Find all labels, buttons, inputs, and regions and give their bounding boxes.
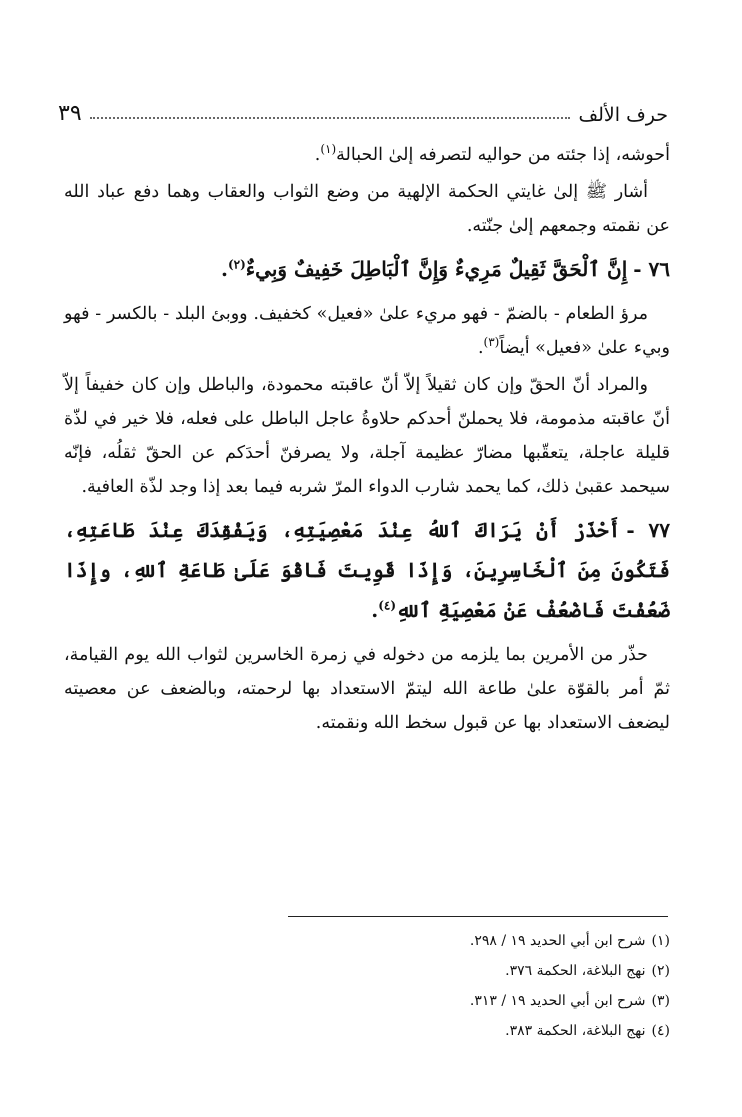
footnotes <box>64 926 670 1046</box>
paragraph-end: . <box>314 145 321 165</box>
paragraph-text: أحوشه، إذا جئته من حواليه لتصرفه إلىٰ الحبالة <box>336 145 670 165</box>
saying-text: أَحْذَرْ أَنْ يَرَاكَ ٱللهُ عِنْدَ مَعْصِيَتِهِ، وَيَفْقِدَكَ عِنْدَ طَاعَتِهِ، فَتَكُونَ مِنَ ٱلْخَاسِرِينَ، وَإِذَا قَوِيتَ فَاقْوَ عَلَىٰ طَاعَةِ ٱللهِ، وإِذَا ضَعُفْتَ فَاضْعُفْ عَنْ مَعْصِيَةِ ٱللهِ <box>64 518 670 622</box>
saying-end: . <box>220 257 228 281</box>
saying-text: إِنَّ ٱلْحَقَّ ثَقِيلٌ مَرِيءٌ وَإِنَّ ٱلْبَاطِلَ خَفِيفٌ وَبِيءٌ <box>245 257 628 281</box>
footnote <box>64 926 670 956</box>
footnote <box>64 1016 670 1046</box>
paragraph-continuation <box>64 138 670 172</box>
header-dot-leader <box>90 117 571 119</box>
paragraph-end: . <box>477 338 484 358</box>
footnote-ref: (٢) <box>227 257 246 272</box>
saying-77 <box>64 510 670 630</box>
footnote-text: شرح ابن أبي الحديد ١٩ / ٣١٣. <box>469 993 646 1009</box>
footnote-separator <box>288 916 668 917</box>
saying-number: ٧٧ - <box>626 518 671 542</box>
commentary-paragraph: أشار ﷺ إلىٰ غايتي الحكمة الإلهية من وضع الثواب والعقاب وهما دفع عباد الله عن نقمته وجمعهم إلىٰ جنّته. <box>64 182 670 236</box>
commentary-paragraph: حذّر من الأمرين بما يلزمه من دخوله في زمرة الخاسرين لثواب الله يوم القيامة، ثمّ أمر بالقوّة علىٰ طاعة الله ليتمّ الاستعداد بها لرحمته، وبالضعف عن معصيته ليضعف الاستعداد بها عن قبول سخط الله ونقمته. <box>64 645 670 733</box>
running-header <box>58 92 668 126</box>
footnote-number: (٢) <box>651 963 670 979</box>
footnote-ref: (٣) <box>483 335 500 350</box>
main-text <box>64 138 670 743</box>
paragraph-text: مرؤ الطعام - بالضمّ - فهو مريء علىٰ «فعيل» كخفيف. ووبئ البلد - بالكسر - فهو وبيء علىٰ «فعيل» أيضاً <box>64 304 670 358</box>
footnote-ref: (٤) <box>378 598 397 613</box>
saying-number: ٧٦ - <box>633 257 670 281</box>
saying-76 <box>64 249 670 289</box>
footnote-number: (٤) <box>651 1023 670 1039</box>
footnote-number: (٣) <box>651 993 670 1009</box>
footnote-ref: (١) <box>320 142 337 157</box>
commentary-paragraph: والمراد أنّ الحقّ وإن كان ثقيلاً إلاّ أنّ عاقبته محمودة، والباطل وإن كان خفيفاً إلاّ أنّ عاقبته مذمومة، فلا يحملنّ أحدكم حلاوةُ عاجل الباطل على فعله، فلا خير في لذّة قليلة عاجلة، يتعقّبها مضارّ عظيمة آجلة، ولا يصرفنّ أحدَكم عن الحقّ ثقلُه، فإنّه سيحمد عقبىٰ ذلك، كما يحمد شارب الدواء المرّ شربه فيما بعد إذا وجد لذّة العافية. <box>64 375 670 497</box>
footnote-number: (١) <box>651 933 670 949</box>
running-title: حرف الألف <box>578 104 668 126</box>
saying-end: . <box>371 598 379 622</box>
commentary-paragraph <box>64 297 670 365</box>
footnote <box>64 986 670 1016</box>
footnote <box>64 956 670 986</box>
page-number: ٣٩ <box>58 101 82 126</box>
footnote-text: نهج البلاغة، الحكمة ٣٧٦. <box>505 963 646 979</box>
footnote-text: شرح ابن أبي الحديد ١٩ / ٢٩٨. <box>469 933 646 949</box>
footnote-text: نهج البلاغة، الحكمة ٣٨٣. <box>505 1023 646 1039</box>
